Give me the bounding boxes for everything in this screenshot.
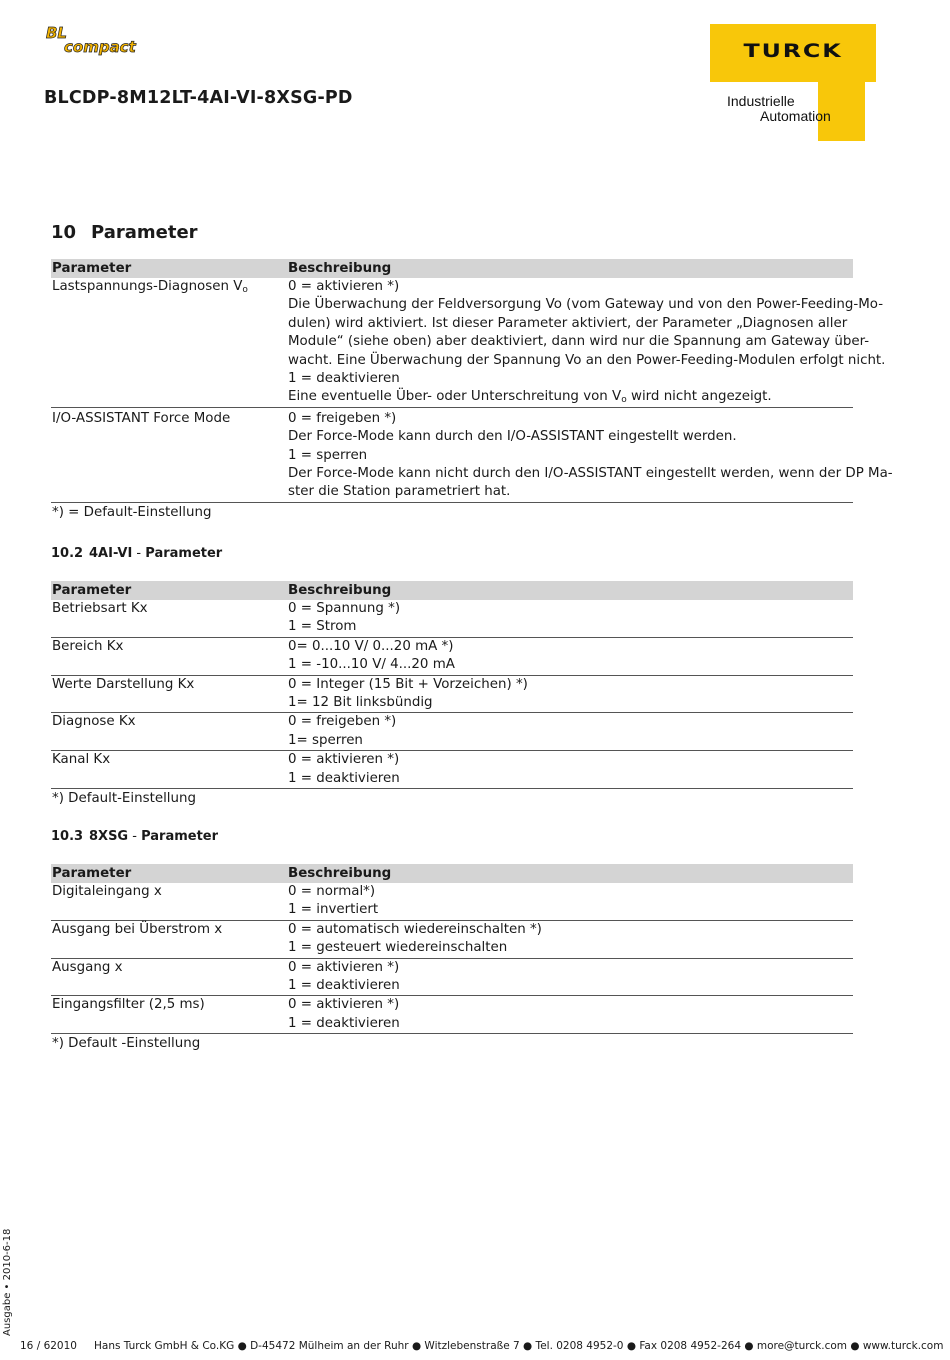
- subsection-title: Parameter: [145, 546, 223, 561]
- turck-logo-text: TURCK: [743, 40, 843, 62]
- table-header: [51, 864, 853, 883]
- description-line: 0 = Spannung *): [288, 601, 401, 616]
- module-name: 4AI-VI: [89, 546, 133, 561]
- description-line: Der Force-Mode kann nicht durch den I/O-ASSISTANT eingestellt werden, wenn der DP Ma-: [288, 466, 893, 482]
- subsection-heading-8xsg: [51, 829, 218, 844]
- tagline-line-2: Automation: [760, 108, 831, 124]
- description-line: 1 = deaktivieren: [288, 978, 400, 994]
- table-row: [51, 600, 853, 638]
- parameter-description: [288, 410, 893, 502]
- parameter-name: Betriebsart Kx: [52, 601, 148, 616]
- parameter-table-gateway: [51, 259, 893, 522]
- description-line: 1 = deaktivieren: [288, 770, 400, 786]
- column-header-description: Beschreibung: [288, 261, 392, 276]
- table-header: [51, 259, 853, 278]
- parameter-description: [288, 278, 885, 407]
- description-line: 0 = aktivieren *): [288, 752, 400, 768]
- section-number: 10: [51, 222, 77, 243]
- parameter-description: [288, 883, 853, 920]
- description-subscript: o: [621, 395, 627, 406]
- column-header-parameter: Parameter: [52, 261, 132, 276]
- description-line: Die Überwachung der Feldversorgung Vo (vom Gateway und von den Power-Feeding-Mo-: [288, 297, 884, 313]
- description-line: 1 = deaktivieren: [288, 1015, 400, 1031]
- table-row: [51, 408, 893, 503]
- description-line: Module“ (siehe oben) aber deaktiviert, dann wird nur die Spannung am Gateway über-: [288, 334, 870, 350]
- description-line: 0 = Integer (15 Bit + Vorzeichen) *): [288, 676, 528, 692]
- page-number: 16 / 62010: [20, 1340, 77, 1352]
- section-heading: [51, 222, 198, 243]
- description-line: dulen) wird aktiviert. Ist dieser Parameter aktiviert, der Parameter „Diagnosen aller: [288, 315, 848, 331]
- parameter-description: [288, 921, 853, 958]
- description-line: 0 = aktivieren *): [288, 959, 400, 975]
- table-row: [51, 751, 853, 789]
- parameter-name: [51, 278, 288, 407]
- column-header-description: Beschreibung: [288, 866, 392, 881]
- default-note: *) Default-Einstellung: [52, 791, 196, 807]
- parameter-name: Eingangsfilter (2,5 ms): [52, 997, 205, 1013]
- parameter-description: [288, 713, 853, 750]
- table-row: [51, 676, 853, 714]
- description-text: Eine eventuelle Über- oder Unterschreitung von V: [288, 389, 622, 405]
- table-row: [51, 638, 853, 676]
- logo-text-compact: compact: [64, 38, 136, 56]
- description-line: wacht. Eine Überwachung der Spannung Vo an den Power-Feeding-Modulen erfolgt nicht.: [288, 352, 886, 368]
- parameter-description: [288, 676, 853, 713]
- description-text: wird nicht angezeigt.: [626, 389, 772, 405]
- parameter-table-8xsg: [51, 864, 853, 1054]
- module-name: 8XSG: [89, 829, 129, 844]
- default-note: *) = Default-Einstellung: [52, 504, 212, 520]
- description-line: Der Force-Mode kann durch den I/O-ASSISTANT eingestellt werden.: [288, 429, 737, 445]
- parameter-name: Kanal Kx: [52, 752, 111, 768]
- subsection-number: 10.2: [51, 546, 84, 561]
- parameter-name: Werte Darstellung Kx: [52, 676, 195, 692]
- section-title: Parameter: [91, 222, 198, 243]
- table-row: [51, 713, 853, 751]
- parameter-table-4ai-vi: [51, 581, 853, 808]
- parameter-name: Bereich Kx: [52, 638, 124, 654]
- description-line: 0 = freigeben *): [288, 714, 397, 730]
- description-line: 1 = Strom: [288, 619, 357, 635]
- description-line: 1 = sperren: [288, 447, 368, 463]
- description-line: 1 = invertiert: [288, 902, 379, 918]
- subsection-heading-4ai-vi: [51, 546, 222, 561]
- description-line: 0 = freigeben *): [288, 410, 397, 426]
- parameter-name: Diagnose Kx: [52, 714, 136, 730]
- parameter-name-text: Lastspannungs-Diagnosen V: [52, 279, 243, 294]
- description-line: 1= sperren: [288, 732, 363, 748]
- description-line: 0= 0...10 V/ 0...20 mA *): [288, 638, 454, 654]
- parameter-name-subscript: o: [242, 285, 248, 295]
- table-row: [51, 921, 853, 959]
- parameter-name: Ausgang x: [52, 959, 123, 975]
- default-note: *) Default -Einstellung: [52, 1036, 201, 1052]
- description-line: 0 = aktivieren *): [288, 279, 400, 294]
- parameter-description: [288, 638, 853, 675]
- parameter-description: [288, 996, 853, 1033]
- table-row: [51, 278, 886, 408]
- parameter-description: [288, 959, 853, 996]
- subsection-number: 10.3: [51, 829, 84, 844]
- description-line: ster die Station parametriert hat.: [288, 484, 511, 500]
- heading-separator: -: [128, 829, 142, 844]
- table-row: [51, 996, 853, 1034]
- logo-text-bl: BL: [46, 24, 67, 42]
- bl-compact-logo: [44, 24, 172, 56]
- parameter-description: [288, 600, 853, 637]
- column-header-parameter: Parameter: [52, 866, 132, 881]
- page-footer: [20, 1340, 943, 1352]
- column-header-description: Beschreibung: [288, 583, 392, 598]
- table-row: [51, 883, 853, 921]
- subsection-title: Parameter: [141, 829, 219, 844]
- product-title: BLCDP-8M12LT-4AI-VI-8XSG-PD: [44, 88, 353, 108]
- description-line: 1 = gesteuert wiedereinschalten: [288, 940, 508, 956]
- heading-separator: -: [132, 546, 146, 561]
- parameter-description: [288, 751, 853, 788]
- description-line: 0 = normal*): [288, 884, 376, 899]
- table-header: [51, 581, 853, 600]
- company-info: Hans Turck GmbH & Co.KG ● D-45472 Mülheim an der Ruhr ● Witzlebenstraße 7 ● Tel. 0208 4952-0 ● Fax 0208 4952-264 ● more@turck.com ● www.turck.com: [94, 1340, 944, 1352]
- parameter-name: I/O-ASSISTANT Force Mode: [52, 410, 231, 426]
- table-row: [51, 959, 853, 997]
- edition-date: Ausgabe • 2010-6-18: [2, 1228, 13, 1336]
- column-header-parameter: Parameter: [52, 583, 132, 598]
- description-line: 1= 12 Bit linksbündig: [288, 695, 433, 711]
- tagline-line-1: Industrielle: [727, 93, 795, 109]
- description-line: 0 = automatisch wiedereinschalten *): [288, 921, 542, 937]
- parameter-name: Digitaleingang x: [52, 884, 162, 899]
- description-line: 1 = -10...10 V/ 4...20 mA: [288, 657, 455, 673]
- description-line: 0 = aktivieren *): [288, 997, 400, 1013]
- description-line: 1 = deaktivieren: [288, 371, 400, 387]
- description-line: [288, 388, 885, 406]
- parameter-name: Ausgang bei Überstrom x: [52, 921, 223, 937]
